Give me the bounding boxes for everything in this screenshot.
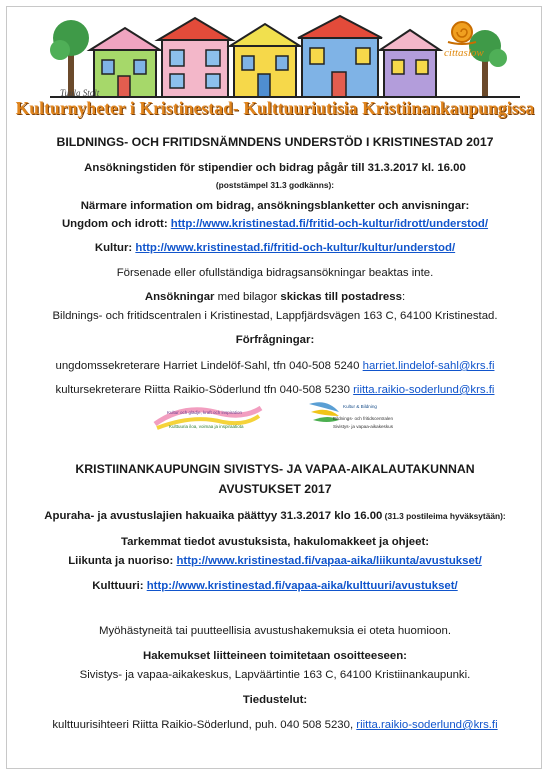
- banner-slogan: Kulturnyheter i Kristinestad- Kulttuuriutisia Kristiinankaupungissa: [15, 98, 535, 118]
- logo-left-line2: Kulttuuria iloa, voimaa ja inspiraatiota: [169, 424, 244, 429]
- finnish-contact: [0, 719, 550, 731]
- swedish-culture-line: [0, 242, 550, 254]
- send-part-a: Ansökningar: [144, 291, 215, 303]
- swedish-youth-line: [0, 218, 550, 230]
- contact-1-email[interactable]: harriet.lindelof-sahl@krs.fi: [362, 360, 495, 372]
- contact-2-text: kultursekreterare Riitta Raikio-Söderlund tfn 040-508 5230: [55, 384, 354, 396]
- sport-link[interactable]: http://www.kristinestad.fi/vapaa-aika/liikunta/avustukset/: [176, 555, 482, 567]
- youth-link[interactable]: http://www.kristinestad.fi/fritid-och-kultur/idrott/understod/: [170, 218, 489, 230]
- swedish-contact-2: [0, 384, 550, 396]
- swedish-more-info: Närmare information om bidrag, ansökningsblanketter och anvisningar:: [80, 200, 470, 212]
- culture-link[interactable]: http://www.kristinestad.fi/fritid-och-kultur/kultur/understod/: [135, 242, 456, 254]
- contact-2-email[interactable]: riitta.raikio-soderlund@krs.fi: [353, 384, 495, 396]
- education-centre-logo: [305, 398, 400, 436]
- finnish-title-2: AVUSTUKSET 2017: [218, 482, 332, 496]
- swedish-deadline: Ansökningstiden för stipendier och bidrag pågår till 31.3.2017 kl. 16.00: [84, 162, 466, 174]
- logo-right-line1: Kultur & Bildning: [343, 404, 377, 409]
- finnish-sport-line: [0, 555, 550, 567]
- finnish-late-note: Myöhästyneitä tai puutteellisia avustushakemuksia ei oteta huomioon.: [98, 625, 452, 637]
- culture-label: Kultur:: [94, 242, 133, 254]
- finnish-deadline-line: [0, 510, 550, 522]
- contact-1-text: ungdomssekreterare Harriet Lindelöf-Sahl, tfn 040-508 5240: [55, 360, 363, 372]
- culture-joy-logo: [153, 402, 263, 432]
- swedish-postmark: (poststämpel 31.3 godkänns):: [215, 180, 335, 190]
- kulttuuri-label: Kulttuuri:: [92, 580, 144, 592]
- finnish-more-info: Tarkemmat tiedot avustuksista, hakulomakkeet ja ohjeet:: [120, 536, 430, 548]
- finnish-culture-line: [0, 580, 550, 592]
- logo-right-line2: Bildnings- och fritidscentralen: [333, 416, 394, 421]
- finnish-deadline: Apuraha- ja avustuslajien hakuaika päättyy 31.3.2017 klo 16.00: [44, 510, 383, 522]
- send-part-d: :: [401, 291, 406, 303]
- finnish-contact-text: kulttuurisihteeri Riitta Raikio-Söderlund, puh. 040 508 5230,: [52, 719, 357, 731]
- finnish-postmark: (31.3 postileima hyväksytään):: [382, 511, 506, 521]
- finnish-inquiries: Tiedustelut:: [242, 694, 308, 706]
- illustrator-credit: Tuula Stolt: [60, 88, 100, 98]
- swedish-address: Bildnings- och fritidscentralen i Kristinestad, Lappfjärdsvägen 163 C, 64100 Kristinestad.: [52, 310, 498, 322]
- sport-label: Liikunta ja nuoriso:: [68, 555, 174, 567]
- swedish-inquiries: Förfrågningar:: [235, 334, 315, 346]
- finnish-address: Sivistys- ja vapaa-aikakeskus, Lapväärtintie 163 C, 64100 Kristiinankaupunki.: [79, 669, 471, 681]
- swedish-title: BILDNINGS- OCH FRITIDSNÄMNDENS UNDERSTÖD I KRISTINESTAD 2017: [56, 135, 494, 149]
- swedish-contact-1: [0, 360, 550, 372]
- logo-right-line3: Sivistys- ja vapaa-aikakeskus: [333, 424, 393, 429]
- logo-left-line1: Kultur och glädje, kraft och inspiration: [167, 410, 243, 415]
- send-part-b: med bilagor: [214, 291, 281, 303]
- youth-label: Ungdom och idrott:: [61, 218, 168, 230]
- send-part-c: skickas till postadress: [280, 291, 402, 303]
- swedish-send-line: [0, 291, 550, 303]
- finnish-send: Hakemukset liitteineen toimitetaan osoitteeseen:: [143, 650, 407, 662]
- houses-illustration: [50, 10, 520, 98]
- finnish-contact-email[interactable]: riitta.raikio-soderlund@krs.fi: [356, 719, 498, 731]
- finnish-title-1: KRISTIINANKAUPUNGIN SIVISTYS- JA VAPAA-AIKALAUTAKUNNAN: [75, 462, 475, 476]
- kulttuuri-link[interactable]: http://www.kristinestad.fi/vapaa-aika/kulttuuri/avustukset/: [146, 580, 458, 592]
- cittaslow-logo-text: cittaslow: [444, 47, 484, 59]
- swedish-late-note: Försenade eller ofullständiga bidragsansökningar beaktas inte.: [116, 267, 434, 279]
